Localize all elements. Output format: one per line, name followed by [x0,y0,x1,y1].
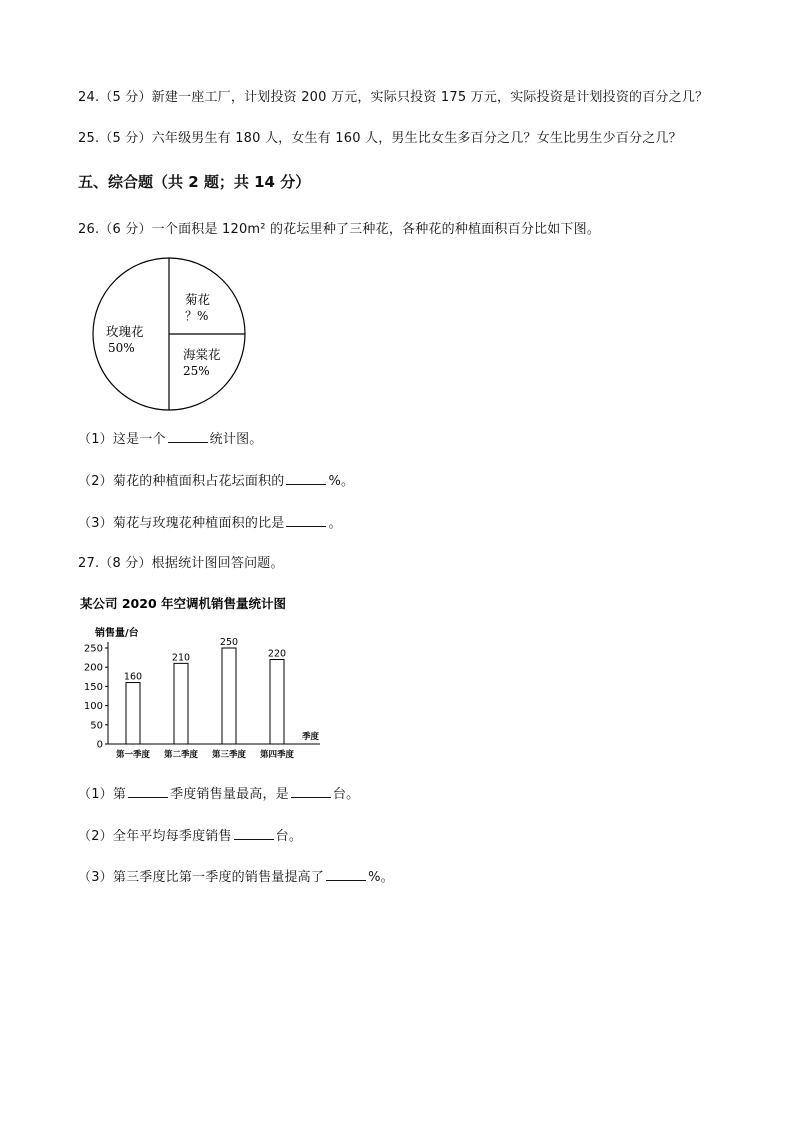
answer-blank[interactable] [286,514,326,527]
pie-chart [84,249,254,419]
pie-value-begonia: 25% [183,364,210,378]
question-27-2 [78,827,302,846]
y-tick-label: 0 [96,739,103,751]
x-tick-label: 第一季度 [115,750,151,760]
bar [126,683,140,744]
question-27-1-text-c: 台。 [332,787,360,802]
bar-value-label: 210 [171,652,191,664]
y-tick-label: 150 [83,681,103,693]
question-27-3-text-b: %。 [368,870,394,885]
question-26-3 [78,514,342,533]
section-heading: 五、综合题（共 2 题；共 14 分） [78,173,311,191]
question-26-1-text-a: （1）这是一个 [78,432,166,447]
bar [270,660,284,744]
question-27-1 [78,785,359,804]
bar [222,648,236,744]
question-26-2-text-a: （2）菊花的种植面积占花坛面积的 [78,474,285,489]
pie-label-begonia: 海棠花 [183,347,221,362]
x-tick-label: 第二季度 [163,750,199,760]
pie-label-chrysanthemum: 菊花 [185,292,211,307]
pie-value-rose: 50% [108,341,135,355]
y-axis-label: 销售量/台 [95,628,139,639]
question-27-2-text-b: 台。 [275,829,303,844]
question-27: 27.（8 分）根据统计图回答问题。 [78,556,284,571]
bar-chart [78,592,338,762]
answer-blank[interactable] [128,785,168,798]
pie-value-chrysanthemum: ？% [185,309,209,323]
question-27-1-text-a: （1）第 [78,787,127,802]
answer-blank[interactable] [168,430,208,443]
question-26-1-text-b: 统计图。 [209,432,263,447]
question-27-2-text-a: （2）全年平均每季度销售 [78,829,232,844]
bar [174,663,188,744]
y-tick-label: 250 [83,643,103,655]
y-tick-label: 200 [83,662,103,674]
question-27-1-text-b: 季度销售量最高，是 [170,787,289,802]
y-tick-label: 100 [83,701,103,713]
question-24: 24.（5 分）新建一座工厂，计划投资 200 万元，实际只投资 175 万元，实际投资是计划投资的百分之几？ [78,90,709,105]
answer-blank[interactable] [286,472,326,485]
chart-title: 某公司 2020 年空调机销售量统计图 [80,596,286,611]
question-26: 26.（6 分）一个面积是 120m² 的花坛里种了三种花，各种花的种植面积百分比如下图。 [78,222,601,237]
pie-label-rose: 玫瑰花 [106,324,144,339]
question-26-3-text-b: 。 [328,516,342,531]
bar-value-label: 250 [219,637,239,648]
question-26-2 [78,472,354,491]
x-axis-label: 季度 [302,732,320,742]
answer-blank[interactable] [291,785,331,798]
x-tick-label: 第四季度 [259,750,295,760]
question-26-3-text-a: （3）菊花与玫瑰花种植面积的比是 [78,516,285,531]
question-25: 25.（5 分）六年级男生有 180 人，女生有 160 人，男生比女生多百分之几？女生比男生少百分之几？ [78,131,682,146]
question-27-3-text-a: （3）第三季度比第一季度的销售量提高了 [78,870,325,885]
bar-value-label: 220 [267,648,287,660]
answer-blank[interactable] [326,868,366,881]
question-27-3 [78,868,394,887]
question-26-1 [78,430,262,449]
question-26-2-text-b: %。 [328,474,355,489]
x-tick-label: 第三季度 [211,750,247,760]
bar-value-label: 160 [123,671,143,683]
answer-blank[interactable] [234,827,274,840]
y-tick-label: 50 [90,720,103,732]
